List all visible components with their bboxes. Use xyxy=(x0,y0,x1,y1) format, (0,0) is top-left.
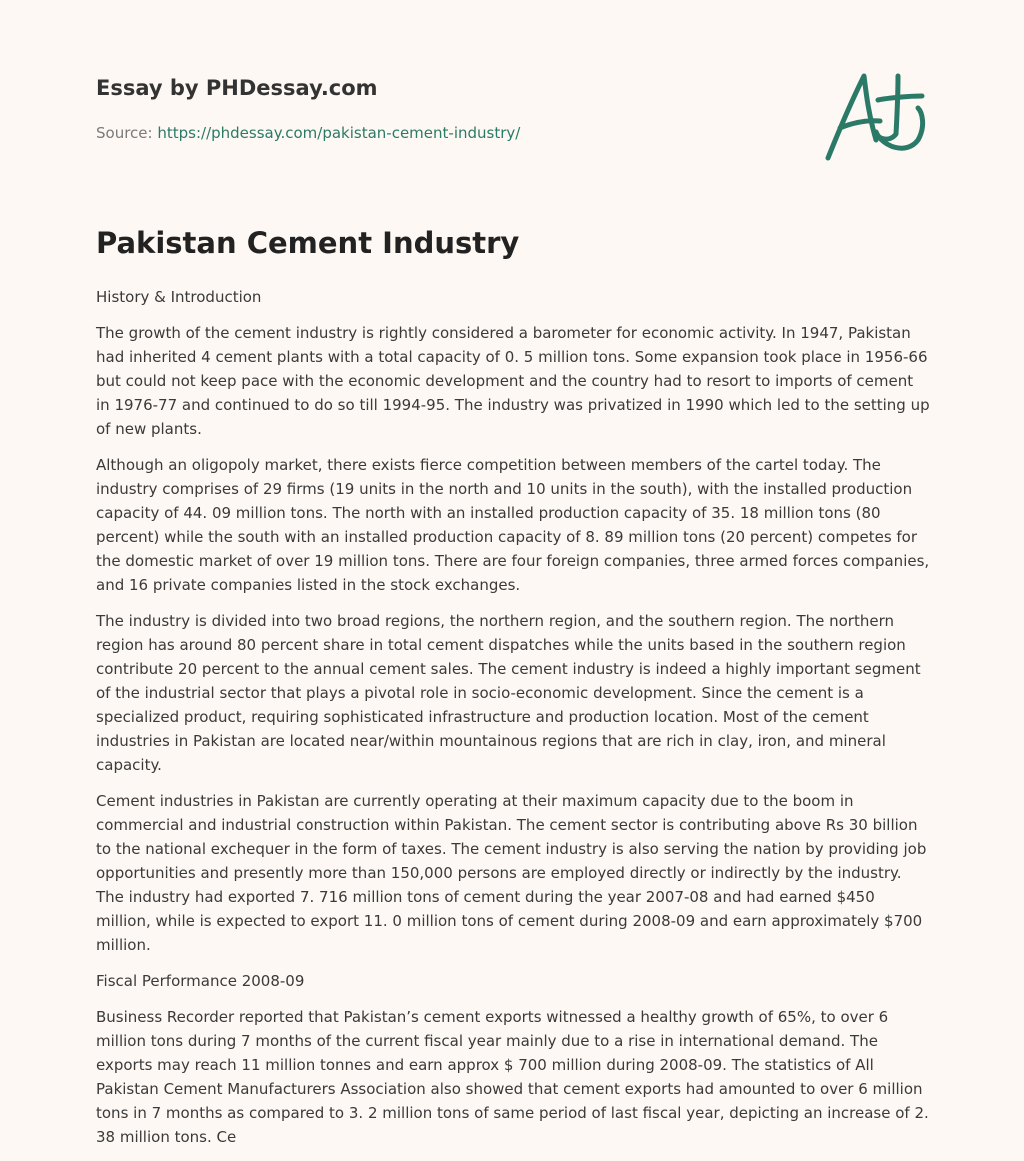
source-label: Source: xyxy=(96,124,153,142)
essay-paragraph: Cement industries in Pakistan are currently operating at their maximum capacity due to the boom in commercial and industrial construction within Pakistan. The cement sector is contributing above Rs 30 billion to the national exchequer in the form of taxes. The cement industry is also serving the nation by providing job opportunities and presently more than 150,000 persons are employed directly or indirectly by the industry. The industry had exported 7. 716 million tons of cement during the year 2007-08 and had earned $450 million, while is expected to export 11. 0 million tons of cement during 2008-09 and earn approximately $700 million. xyxy=(96,792,927,954)
essay-paragraph: The industry is divided into two broad regions, the northern region, and the southern region. The northern region has around 80 percent share in total cement dispatches while the units based in the southern region contribute 20 percent to the annual cement sales. The cement industry is indeed a highly important segment of the industrial sector that plays a pivotal role in socio-economic development. Since the cement is a specialized product, requiring sophisticated infrastructure and production location. Most of the cement industries in Pakistan are located near/within mountainous regions that are rich in clay, iron, and mineral capacity. xyxy=(96,612,921,774)
section-heading-fiscal: Fiscal Performance 2008-09 xyxy=(96,972,305,990)
source-line xyxy=(96,124,520,142)
essay-paragraph: Although an oligopoly market, there exists fierce competition between members of the cartel today. The industry comprises of 29 firms (19 units in the north and 10 units in the south), with the installed production capacity of 44. 09 million tons. The north with an installed production capacity of 35. 18 million tons (80 percent) while the south with an installed production capacity of 8. 89 million tons (20 percent) competes for the domestic market of over 19 million tons. There are four foreign companies, three armed forces companies, and 16 private companies listed in the stock exchanges. xyxy=(96,456,930,594)
a-plus-logo-icon xyxy=(818,66,930,166)
brand-name: Essay by PHDessay.com xyxy=(96,76,378,100)
essay-paragraph: The growth of the cement industry is rightly considered a barometer for economic activity. In 1947, Pakistan had inherited 4 cement plants with a total capacity of 0. 5 million tons. Some expansion took place in 1956-66 but could not keep pace with the economic development and the country had to resort to imports of cement in 1976-77 and continued to do so till 1994-95. The industry was privatized in 1990 which led to the setting up of new plants. xyxy=(96,324,930,438)
essay-title: Pakistan Cement Industry xyxy=(96,226,520,260)
section-heading-history: History & Introduction xyxy=(96,288,262,306)
essay-body xyxy=(96,285,930,1161)
essay-paragraph: Business Recorder reported that Pakistan’s cement exports witnessed a healthy growth of 65%, to over 6 million tons during 7 months of the current fiscal year mainly due to a rise in international demand. The exports may reach 11 million tonnes and earn approx $ 700 million during 2008-09. The statistics of All Pakistan Cement Manufacturers Association also showed that cement exports had amounted to over 6 million tons in 7 months as compared to 3. 2 million tons of same period of last fiscal year, depicting an increase of 2. 38 million tons. Ce xyxy=(96,1008,929,1146)
source-link[interactable]: https://phdessay.com/pakistan-cement-industry/ xyxy=(157,124,521,142)
